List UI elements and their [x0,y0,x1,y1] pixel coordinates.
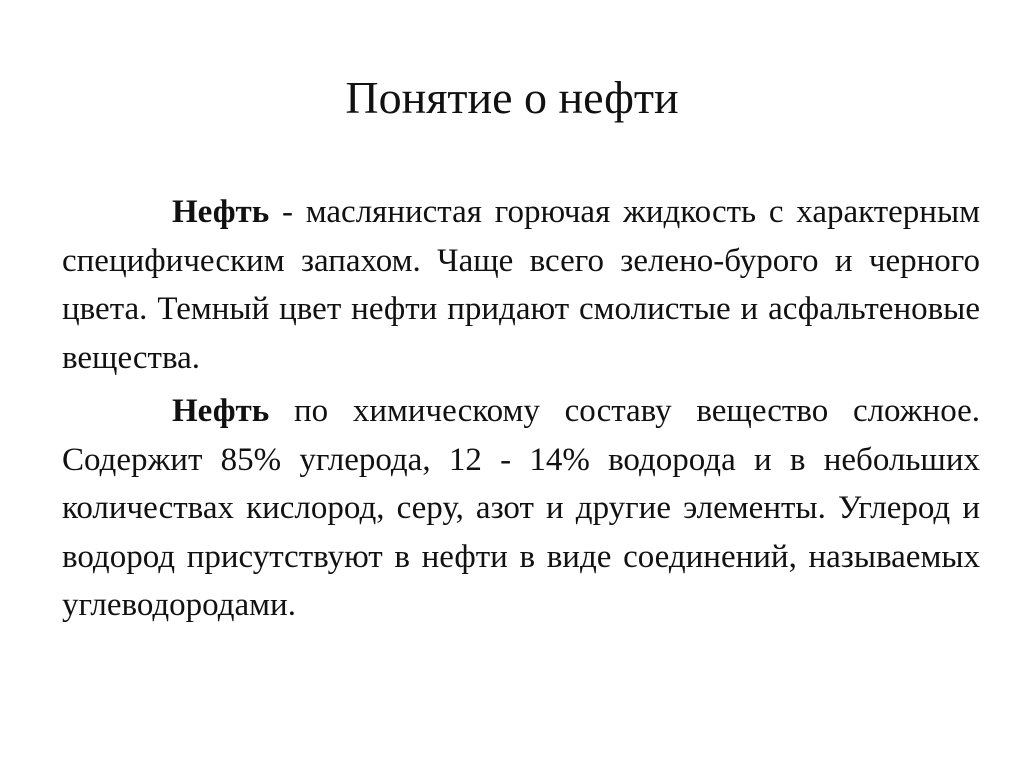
paragraph-definition [62,188,980,382]
slide-title: Понятие о нефти [345,72,679,123]
paragraph-text: по химическому составу вещество сложное. Содержит 85% углерода, 12 - 14% водорода и в небольших количествах кислород, серу, азот и другие элементы. Углерод и водород присутствуют в нефти в виде соединений, называемых углеводородами. [62,393,980,623]
paragraph-composition [62,387,980,630]
term-bold: Нефть [172,194,270,230]
term-bold: Нефть [172,393,270,429]
slide-body [62,188,980,630]
paragraph-text: - маслянистая горючая жидкость с характерным специфическим запахом. Чаще всего зелено-бурого и черного цвета. Темный цвет нефти придают смолистые и асфальтеновые вещества. [62,194,980,376]
